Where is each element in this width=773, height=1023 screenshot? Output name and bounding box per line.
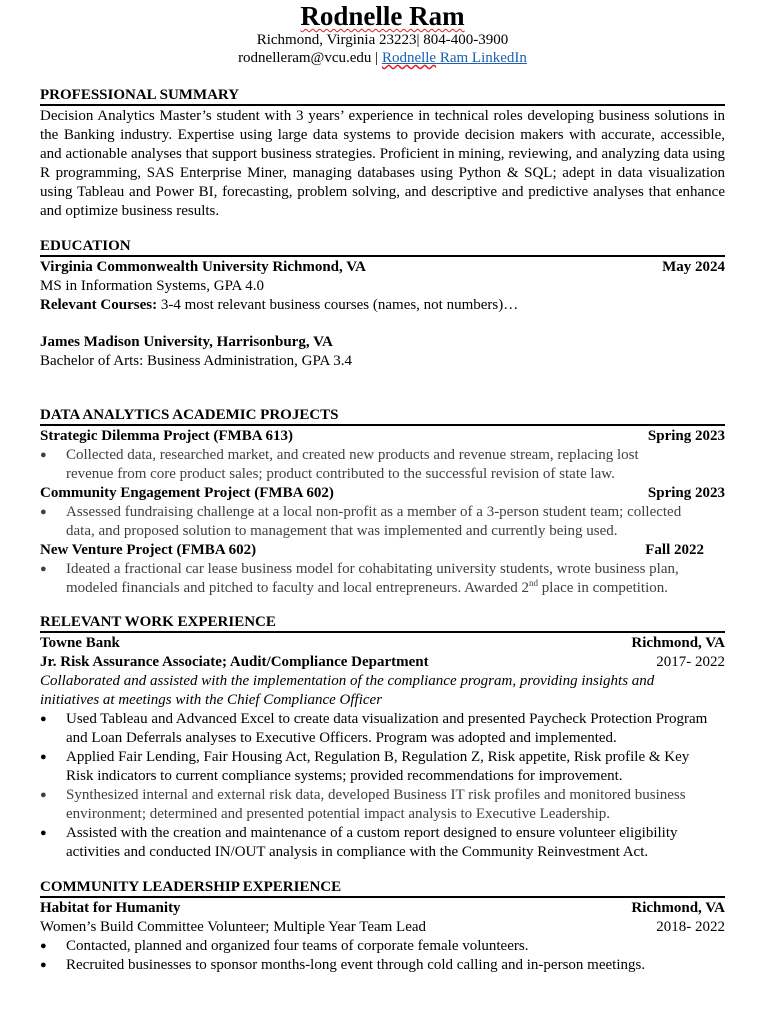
separator: | xyxy=(371,50,382,66)
school-name: Virginia Commonwealth University Richmond, VA xyxy=(40,259,366,275)
community-section xyxy=(40,878,725,975)
role-title: Jr. Risk Assurance Associate; Audit/Compliance Department xyxy=(40,654,429,670)
contact-line xyxy=(40,49,725,67)
section-title-projects: DATA ANALYTICS ACADEMIC PROJECTS xyxy=(40,406,725,426)
role-dates: 2018- 2022 xyxy=(656,919,725,935)
role-dates: 2017- 2022 xyxy=(656,654,725,670)
projects-section xyxy=(40,406,725,598)
list-item: ● Assisted with the creation and maintenance of a custom report designed to ensure volunteer eligibility activities and conducted IN/OUT analysis in compliance with the Community Reinvestment Act. xyxy=(40,824,725,862)
list-item: ● Used Tableau and Advanced Excel to create data visualization and presented Paycheck Protection Program and Loan Deferrals analyses to Executive Officers. Program was adopted and implemented. xyxy=(40,710,725,748)
school-row xyxy=(40,258,725,277)
list-item: ● Applied Fair Lending, Fair Housing Act, Regulation B, Regulation Z, Risk appetite, Risk profile & Key Risk indicators to current compliance systems; provided recommendations for improvement. xyxy=(40,748,725,786)
employer-name: Towne Bank xyxy=(40,635,120,651)
work-section xyxy=(40,613,725,862)
summary-text: Decision Analytics Master’s student with 3 years’ experience in technical roles developing business solutions in the Banking industry. Expertise using large data systems to provide decision makers with accurate, accessible, and actionable analyses that support business strategies. Proficient in mining, reviewing, and analyzing data using R programming, SAS Enterprise Miner, managing databases using Python & SQL; adept in data visualization using Tableau and Power BI, forecasting, problem solving, and descriptive and predictive analyses that enhance and optimize business results. xyxy=(40,108,725,219)
org-row xyxy=(40,899,725,918)
email-text: rodnelleram@vcu.edu xyxy=(238,50,372,66)
project-bullets xyxy=(40,503,725,541)
project-name: New Venture Project (FMBA 602) xyxy=(40,542,257,558)
role-row xyxy=(40,653,725,672)
employer-location: Richmond, VA xyxy=(631,635,725,651)
project-row xyxy=(40,484,725,503)
school-name: James Madison University, Harrisonburg, VA xyxy=(40,334,333,350)
project-name: Community Engagement Project (FMBA 602) xyxy=(40,485,334,501)
role-row xyxy=(40,918,725,937)
degree: Bachelor of Arts: Business Administration, GPA 3.4 xyxy=(40,353,352,369)
candidate-name: Rodnelle Ram xyxy=(300,1,465,31)
project-name: Strategic Dilemma Project (FMBA 613) xyxy=(40,428,293,444)
work-bullets xyxy=(40,710,725,862)
list-item: ● Synthesized internal and external risk data, developed Business IT risk profiles and monitored business environment; determined and presented potential impact analysis to Executive Leadership. xyxy=(40,786,725,824)
project-bullets xyxy=(40,560,725,598)
employer-row xyxy=(40,634,725,653)
list-item: ● Recruited businesses to sponsor months-long event through cold calling and in-person meetings. xyxy=(40,956,725,975)
section-title-summary: PROFESSIONAL SUMMARY xyxy=(40,86,725,106)
education-section xyxy=(40,237,725,371)
role-title: Women’s Build Committee Volunteer; Multiple Year Team Lead xyxy=(40,919,427,935)
degree: MS in Information Systems, GPA 4.0 xyxy=(40,278,265,294)
resume-header xyxy=(40,1,725,67)
org-location: Richmond, VA xyxy=(631,900,725,916)
project-date: Spring 2023 xyxy=(647,485,725,501)
project-date: Spring 2023 xyxy=(647,428,725,444)
project-bullets xyxy=(40,446,725,484)
list-item: ● Ideated a fractional car lease business model for cohabitating university students, wrote business plan, modeled financials and pitched to faculty and local entrepreneurs. Awarded 2nd place in competition. xyxy=(40,560,725,598)
role-summary: Collaborated and assisted with the implementation of the compliance program, providing insights and initiatives at meetings with the Chief Compliance Officer xyxy=(40,673,655,708)
list-item: ● Contacted, planned and organized four teams of corporate female volunteers. xyxy=(40,937,725,956)
project-date: Fall 2022 xyxy=(645,542,704,558)
org-name: Habitat for Humanity xyxy=(40,900,181,916)
project-row xyxy=(40,541,725,560)
project-row xyxy=(40,427,725,446)
section-title-community: COMMUNITY LEADERSHIP EXPERIENCE xyxy=(40,878,725,898)
section-title-work: RELEVANT WORK EXPERIENCE xyxy=(40,613,725,633)
section-title-education: EDUCATION xyxy=(40,237,725,257)
address-phone: Richmond, Virginia 23223| 804-400-3900 xyxy=(256,32,509,48)
summary-section xyxy=(40,86,725,221)
list-item: ● Collected data, researched market, and created new products and revenue stream, replacing lost revenue from core product sales; product contributed to the successful revision of state law. xyxy=(40,446,725,484)
community-bullets xyxy=(40,937,725,975)
resume-page xyxy=(40,0,725,975)
school-date: May 2024 xyxy=(662,259,725,275)
relevant-courses: Relevant Courses: 3-4 most relevant business courses (names, not numbers)… xyxy=(40,297,519,313)
linkedin-link[interactable]: Rodnelle Ram LinkedIn xyxy=(381,50,527,66)
list-item: ● Assessed fundraising challenge at a local non-profit as a member of a 3-person student team; collected data, and proposed solution to management that was implemented and currently being used. xyxy=(40,503,725,541)
